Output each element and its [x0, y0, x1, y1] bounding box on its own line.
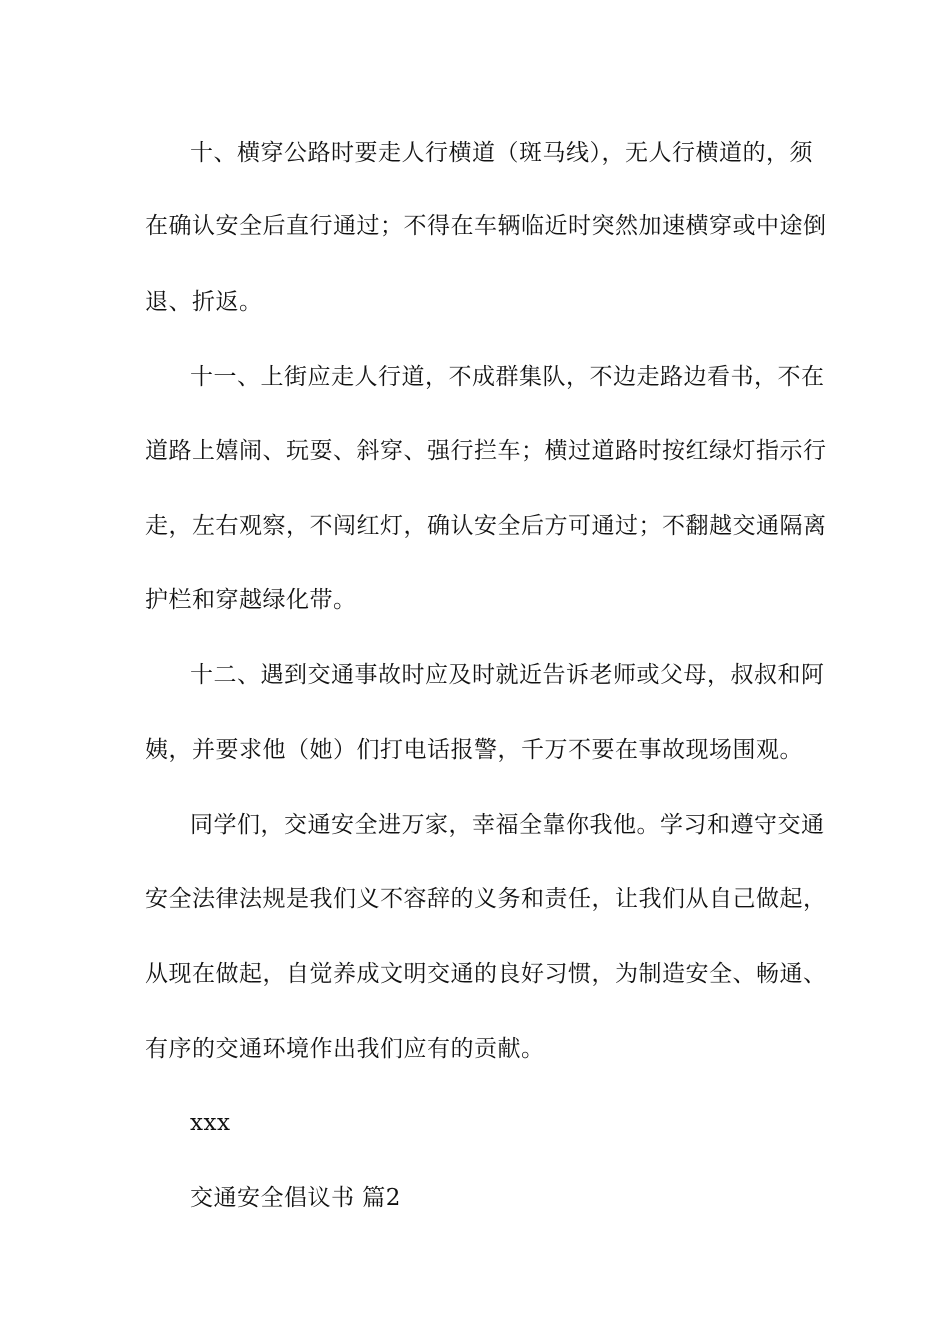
closing-paragraph-line-2: 安全法律法规是我们义不容辞的义务和责任，让我们从自己做起， [145, 886, 827, 912]
paragraph-11-line-2: 道路上嬉闹、玩耍、斜穿、强行拦车；横过道路时按红绿灯指示行 [145, 438, 827, 464]
paragraph-12-line-1: 十二、遇到交通事故时应及时就近告诉老师或父母，叔叔和阿 [190, 662, 825, 688]
paragraph-11-line-1: 十一、上街应走人行道，不成群集队，不边走路边看书，不在 [190, 364, 825, 390]
signature: xxx [190, 1110, 231, 1136]
paragraph-12-line-2: 姨，并要求他（她）们打电话报警，千万不要在事故现场围观。 [145, 737, 803, 763]
paragraph-10-line-3: 退、折返。 [145, 289, 263, 315]
paragraph-10-line-1: 十、横穿公路时要走人行横道（斑马线），无人行横道的，须 [190, 140, 813, 166]
next-section-title: 交通安全倡议书 篇2 [190, 1185, 401, 1211]
closing-paragraph-line-4: 有序的交通环境作出我们应有的贡献。 [145, 1036, 545, 1062]
closing-paragraph-line-1: 同学们，交通安全进万家，幸福全靠你我他。学习和遵守交通 [190, 812, 825, 838]
paragraph-11-line-4: 护栏和穿越绿化带。 [145, 587, 357, 613]
closing-paragraph-line-3: 从现在做起，自觉养成文明交通的良好习惯，为制造安全、畅通、 [145, 961, 827, 987]
paragraph-11-line-3: 走，左右观察，不闯红灯，确认安全后方可通过；不翻越交通隔离 [145, 513, 827, 539]
paragraph-10-line-2: 在确认安全后直行通过；不得在车辆临近时突然加速横穿或中途倒 [145, 213, 827, 239]
